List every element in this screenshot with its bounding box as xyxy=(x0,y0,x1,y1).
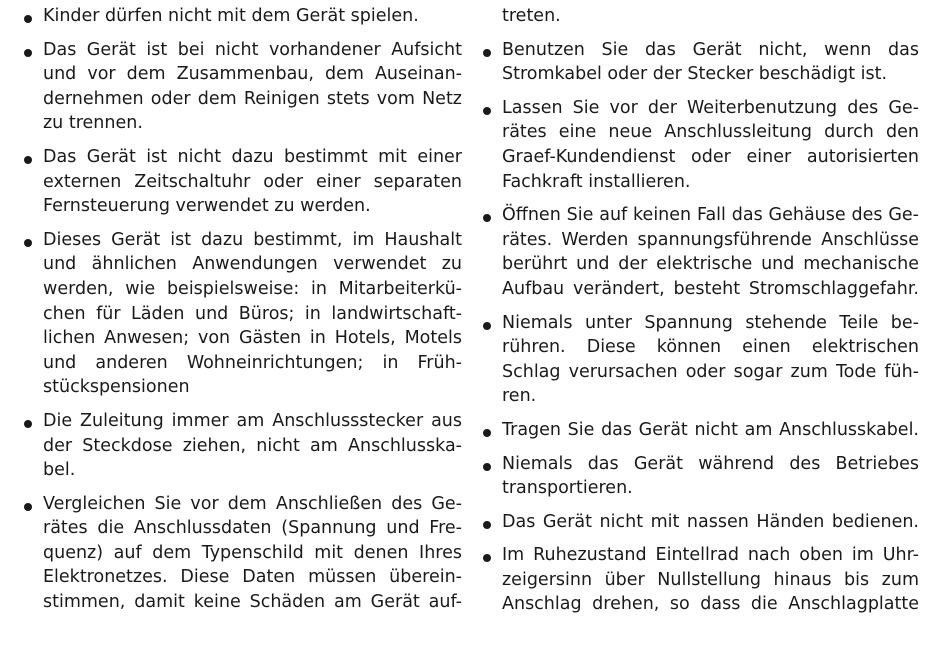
text-line: rätes. Werden spannungsführende Anschlüsse xyxy=(502,229,919,250)
safety-item xyxy=(20,38,462,136)
text-line: Graef-Kundendienst oder einer autorisierten xyxy=(502,146,919,167)
bullet-icon xyxy=(483,107,491,115)
bullet-icon xyxy=(24,503,32,511)
text-line: Tragen Sie das Gerät nicht am Anschlusskabel. xyxy=(502,419,919,440)
text-line: quenz) auf dem Typenschild mit denen Ihres xyxy=(43,542,462,563)
text-line: Die Zuleitung immer am Anschlussstecker aus xyxy=(43,410,462,431)
safety-item xyxy=(479,38,919,87)
text-line: ren. xyxy=(502,386,537,407)
text-line: Lassen Sie vor der Weiterbenutzung des Ge- xyxy=(502,97,919,118)
text-line: rühren. Diese können einen elektrischen xyxy=(502,337,919,358)
text-line: stimmen, damit keine Schäden am Gerät auf- xyxy=(43,592,462,613)
text-line: Das Gerät ist bei nicht vorhandener Aufsicht xyxy=(43,39,462,60)
bullet-icon xyxy=(24,49,32,57)
text-line: Kinder dürfen nicht mit dem Gerät spielen. xyxy=(43,6,419,26)
continuation-text xyxy=(479,4,919,29)
safety-item xyxy=(479,311,919,409)
text-line: Vergleichen Sie vor dem Anschließen des Ge- xyxy=(43,493,462,514)
safety-item xyxy=(479,543,919,617)
text-line: chen für Läden und Büros; in landwirtschaft- xyxy=(43,303,462,324)
bullet-icon xyxy=(483,463,491,471)
safety-item xyxy=(20,228,462,400)
text-line: Benutzen Sie das Gerät nicht, wenn das xyxy=(502,39,919,60)
text-line: zeigersinn über Nullstellung hinaus bis zum xyxy=(502,569,919,590)
text-line: Im Ruhezustand Eintellrad nach oben im Uhr- xyxy=(502,545,919,566)
safety-item xyxy=(479,452,919,501)
bullet-icon xyxy=(24,15,32,23)
safety-item xyxy=(479,510,919,535)
bullet-icon xyxy=(483,214,491,222)
text-line: rätes eine neue Anschlussleitung durch den xyxy=(502,122,919,143)
text-line: der Steckdose ziehen, nicht am Anschlusska- xyxy=(43,435,462,456)
text-line: und anderen Wohneinrichtungen; in Früh- xyxy=(43,352,462,373)
safety-item xyxy=(20,492,462,615)
bullet-icon xyxy=(483,554,491,562)
bullet-icon xyxy=(24,156,32,164)
text-line: Niemals das Gerät während des Betriebes xyxy=(502,453,919,474)
safety-item xyxy=(20,409,462,483)
safety-list-left xyxy=(20,4,462,624)
bullet-icon xyxy=(483,322,491,330)
text-line: Dieses Gerät ist dazu bestimmt, im Haushalt xyxy=(43,229,462,250)
safety-item xyxy=(479,203,919,301)
bullet-icon xyxy=(483,521,491,529)
text-line: berührt und der elektrische und mechanische xyxy=(502,254,919,275)
text-line: und vor dem Zusammenbau, dem Auseinan- xyxy=(43,64,462,85)
bullet-icon xyxy=(24,239,32,247)
text-line: rätes die Anschlussdaten (Spannung und Fre- xyxy=(43,518,462,539)
text-line: Das Gerät nicht mit nassen Händen bedienen. xyxy=(502,511,919,532)
text-line: Anschlag drehen, so dass die Anschlagplatte xyxy=(502,594,919,615)
text-line: Niemals unter Spannung stehende Teile be- xyxy=(502,312,919,333)
text-line: bel. xyxy=(43,460,76,481)
text-line: Das Gerät ist nicht dazu bestimmt mit einer xyxy=(43,146,462,167)
safety-item xyxy=(20,145,462,219)
bullet-icon xyxy=(24,420,32,428)
text-line: dernehmen oder dem Reinigen stets vom Netz xyxy=(43,88,462,109)
text-line: treten. xyxy=(502,6,561,26)
text-line: Elektronetzes. Diese Daten müssen überein- xyxy=(43,567,462,588)
text-line: lichen Anwesen; von Gästen in Hotels, Motels xyxy=(43,328,462,349)
safety-item xyxy=(479,96,919,194)
text-line: Stromkabel oder der Stecker beschädigt ist. xyxy=(502,64,888,85)
safety-list-right xyxy=(479,4,919,626)
text-line: zu trennen. xyxy=(43,113,143,134)
bullet-icon xyxy=(483,429,491,437)
text-line: Öffnen Sie auf keinen Fall das Gehäuse des Ge- xyxy=(502,205,919,226)
text-line: Aufbau verändert, besteht Stromschlaggefahr. xyxy=(502,278,919,299)
text-line: Fachkraft installieren. xyxy=(502,171,691,192)
text-line: werden, wie beispielsweise: in Mitarbeiterkü- xyxy=(43,278,462,299)
safety-item xyxy=(20,4,462,29)
text-line: transportieren. xyxy=(502,478,633,499)
text-line: Fernsteuerung verwendet zu werden. xyxy=(43,196,371,217)
text-line: externen Zeitschaltuhr oder einer separaten xyxy=(43,171,462,192)
safety-item xyxy=(479,418,919,443)
text-line: und ähnlichen Anwendungen verwendet zu xyxy=(43,254,462,275)
bullet-icon xyxy=(483,49,491,57)
text-line: Schlag verursachen oder sogar zum Tode füh- xyxy=(502,361,919,382)
text-line: stückspensionen xyxy=(43,377,190,398)
